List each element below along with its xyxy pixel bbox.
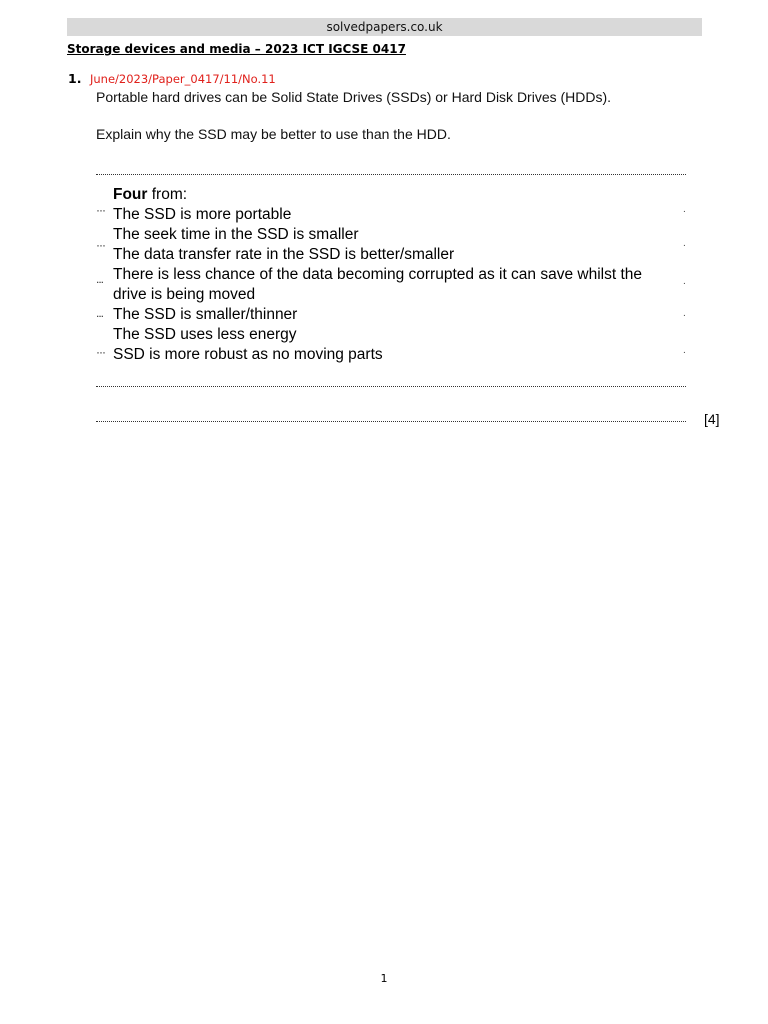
answer-point: drive is being moved bbox=[113, 286, 256, 303]
answer-point: The SSD uses less energy bbox=[113, 326, 297, 343]
question-reference: June/2023/Paper_0417/11/No.11 bbox=[90, 72, 276, 86]
answer-heading-bold: Four bbox=[113, 186, 148, 203]
question-prompt: Explain why the SSD may be better to use than the HDD. bbox=[96, 126, 451, 142]
line-dots-fragment: ··· bbox=[96, 238, 105, 252]
answer-heading-rest: from: bbox=[147, 186, 188, 203]
answer-point: There is less chance of the data becoming corrupted as it can save whilst the bbox=[113, 266, 643, 283]
answer-point: The seek time in the SSD is smaller bbox=[113, 226, 359, 243]
line-dots-fragment: . bbox=[683, 345, 686, 356]
line-dots-fragment: . bbox=[683, 276, 686, 287]
marks-indicator: [4] bbox=[704, 411, 720, 427]
document-title: Storage devices and media – 2023 ICT IGCSE 0417 bbox=[67, 42, 406, 56]
answer-heading bbox=[113, 186, 187, 204]
answer-point: SSD is more robust as no moving parts bbox=[113, 346, 383, 363]
site-header: solvedpapers.co.uk bbox=[67, 18, 702, 36]
answer-line bbox=[96, 174, 686, 175]
question-stem: Portable hard drives can be Solid State Drives (SSDs) or Hard Disk Drives (HDDs). bbox=[96, 89, 612, 105]
line-dots-fragment: ... bbox=[96, 272, 104, 286]
answer-point: The data transfer rate in the SSD is better/smaller bbox=[113, 246, 455, 263]
line-dots-fragment: . bbox=[683, 238, 686, 249]
line-dots-fragment: . bbox=[683, 204, 686, 215]
answer-point: The SSD is smaller/thinner bbox=[113, 306, 298, 323]
line-dots-fragment: ... bbox=[96, 306, 104, 320]
line-dots-fragment: . bbox=[683, 308, 686, 319]
page-number: 1 bbox=[380, 972, 388, 985]
answer-point: The SSD is more portable bbox=[113, 206, 292, 223]
question-number: 1. bbox=[68, 71, 82, 86]
line-dots-fragment: ··· bbox=[96, 203, 105, 217]
line-dots-fragment: ··· bbox=[96, 345, 105, 359]
answer-line bbox=[96, 386, 686, 387]
answer-line bbox=[96, 421, 686, 422]
